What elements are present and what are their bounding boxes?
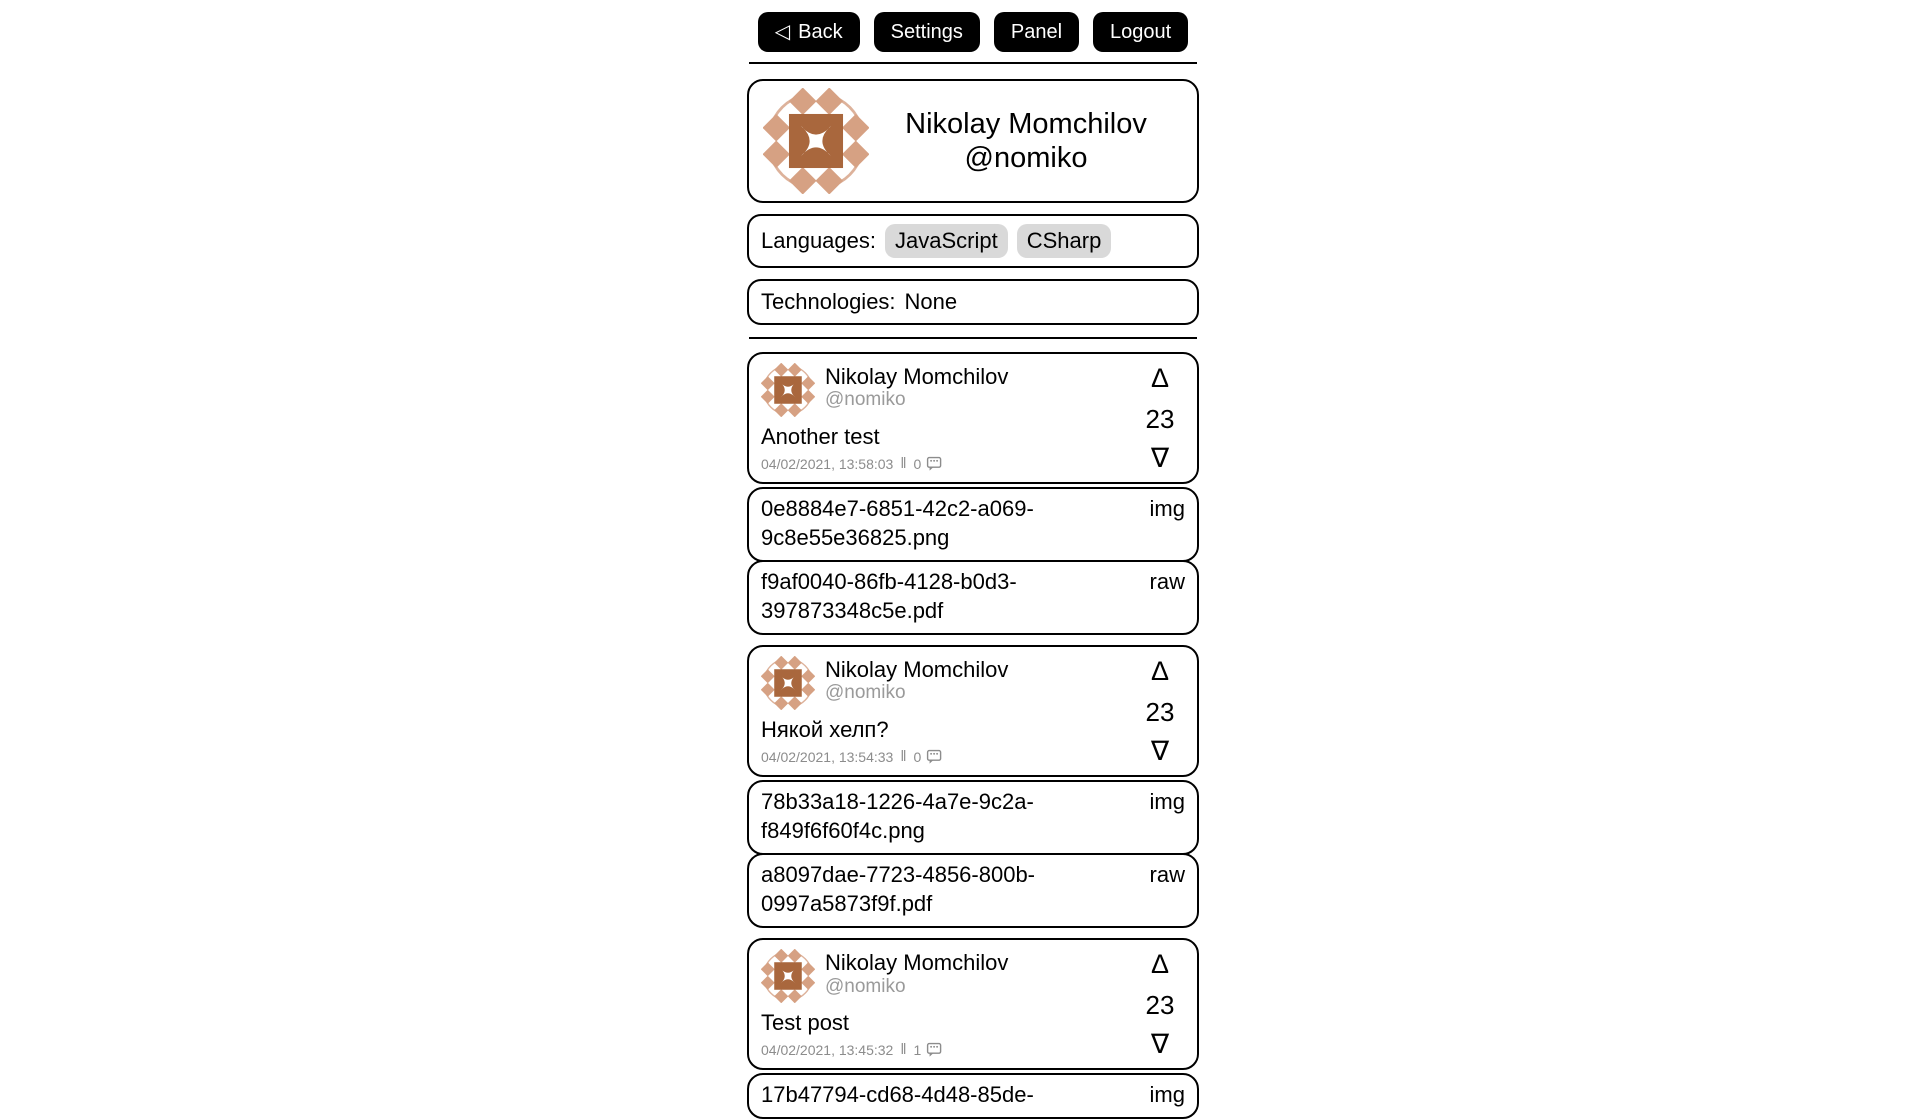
- vote-column: [1135, 949, 1185, 1058]
- post-comment-count: 0: [913, 455, 922, 472]
- technologies-value: None: [904, 289, 958, 314]
- post-author-block: [825, 363, 1008, 411]
- post-meta: [761, 455, 1135, 472]
- upvote-button[interactable]: Δ: [1150, 949, 1170, 980]
- logout-button[interactable]: Logout: [1093, 12, 1188, 52]
- attachment-row[interactable]: [747, 487, 1199, 562]
- post-main: [761, 363, 1135, 472]
- attachment-filename: a8097dae-7723-4856-800b-0997a5873f9f.pdf: [761, 862, 1036, 917]
- back-icon: ◁: [774, 21, 791, 43]
- technologies-label: Technologies:: [761, 289, 896, 314]
- upvote-button[interactable]: Δ: [1150, 363, 1170, 393]
- meta-separator: ‖: [900, 748, 907, 766]
- attachment-row[interactable]: [747, 780, 1199, 855]
- back-button[interactable]: [758, 12, 860, 52]
- downvote-button[interactable]: ∇: [1150, 736, 1170, 767]
- attachment-filename: f9af0040-86fb-4128-b0d3-397873348c5e.pdf: [761, 569, 1017, 624]
- post-author-handle: @nomiko: [825, 682, 906, 704]
- comment-icon: [926, 749, 943, 765]
- downvote-button[interactable]: ∇: [1150, 1029, 1170, 1060]
- post-card[interactable]: [747, 352, 1199, 484]
- post-timestamp: 04/02/2021, 13:45:32: [761, 1041, 894, 1058]
- comment-icon: [926, 456, 943, 472]
- attachment-filename: 78b33a18-1226-4a7e-9c2a-f849f6f60f4c.png: [761, 789, 1034, 844]
- post-author-handle: @nomiko: [825, 389, 906, 411]
- post-author-row: [761, 363, 1135, 417]
- downvote-button[interactable]: ∇: [1150, 443, 1170, 473]
- technologies-card: [747, 279, 1199, 325]
- attachment-type-badge: img: [1149, 1082, 1185, 1108]
- back-label: Back: [798, 21, 843, 43]
- post-author-row: [761, 949, 1135, 1003]
- post-main: [761, 949, 1135, 1058]
- top-nav: [747, 12, 1199, 52]
- attachment-row[interactable]: [747, 853, 1199, 928]
- post-author-avatar-identicon: [761, 363, 815, 417]
- post-author-block: [825, 656, 1008, 704]
- post-author-name: Nikolay Momchilov: [825, 950, 1009, 976]
- attachment-filename: 17b47794-cd68-4d48-85de-: [761, 1082, 1034, 1108]
- post-author-avatar-identicon: [761, 656, 815, 710]
- vote-count: 23: [1145, 696, 1175, 727]
- attachment-type-badge: raw: [1149, 569, 1185, 595]
- vote-count: 23: [1145, 403, 1175, 434]
- panel-button[interactable]: Panel: [994, 12, 1079, 52]
- post-group: [747, 938, 1199, 1119]
- post-main: [761, 656, 1135, 765]
- attachment-row[interactable]: [747, 1073, 1199, 1119]
- posts-divider: [749, 337, 1197, 339]
- post-title: Another test: [761, 424, 880, 449]
- post-author-row: [761, 656, 1135, 710]
- post-title: Някой хелп?: [761, 717, 889, 743]
- post-meta: [761, 1041, 1135, 1058]
- meta-separator: ‖: [900, 1041, 907, 1059]
- post-group: [747, 352, 1199, 635]
- profile-avatar-identicon: [763, 88, 869, 194]
- post-meta: [761, 748, 1135, 765]
- languages-card: [747, 214, 1199, 268]
- post-author-avatar-identicon: [761, 949, 815, 1003]
- comment-icon: [926, 1042, 943, 1058]
- post-card[interactable]: [747, 938, 1199, 1070]
- post-card[interactable]: [747, 645, 1199, 777]
- settings-button[interactable]: Settings: [874, 12, 980, 52]
- post-timestamp: 04/02/2021, 13:54:33: [761, 748, 894, 765]
- post-comment-count: 0: [913, 748, 922, 765]
- post-title: Test post: [761, 1010, 850, 1036]
- profile-card: [747, 79, 1199, 203]
- content-column: [747, 0, 1199, 1119]
- post-author-handle: @nomiko: [825, 975, 906, 997]
- post-author-block: [825, 949, 1008, 997]
- language-tag-javascript: JavaScript: [885, 224, 1008, 258]
- attachment-type-badge: img: [1149, 496, 1185, 521]
- profile-handle: @nomiko: [964, 142, 1088, 174]
- attachment-type-badge: raw: [1149, 862, 1185, 888]
- attachment-row[interactable]: [747, 560, 1199, 635]
- meta-separator: ‖: [900, 455, 907, 472]
- language-tag-csharp: CSharp: [1017, 224, 1112, 258]
- vote-column: [1135, 656, 1185, 765]
- profile-name-block: [869, 107, 1183, 175]
- post-comment-count: 1: [913, 1041, 922, 1058]
- languages-label: Languages:: [761, 228, 876, 253]
- attachment-type-badge: img: [1149, 789, 1185, 815]
- post-timestamp: 04/02/2021, 13:58:03: [761, 455, 894, 472]
- post-group: [747, 645, 1199, 928]
- post-author-name: Nikolay Momchilov: [825, 657, 1009, 683]
- vote-count: 23: [1145, 989, 1175, 1020]
- attachment-filename: 0e8884e7-6851-42c2-a069-9c8e55e36825.png: [761, 496, 1034, 551]
- top-divider: [749, 62, 1197, 64]
- post-author-name: Nikolay Momchilov: [825, 364, 1009, 389]
- vote-column: [1135, 363, 1185, 472]
- profile-name: Nikolay Momchilov: [905, 107, 1147, 140]
- upvote-button[interactable]: Δ: [1150, 656, 1170, 687]
